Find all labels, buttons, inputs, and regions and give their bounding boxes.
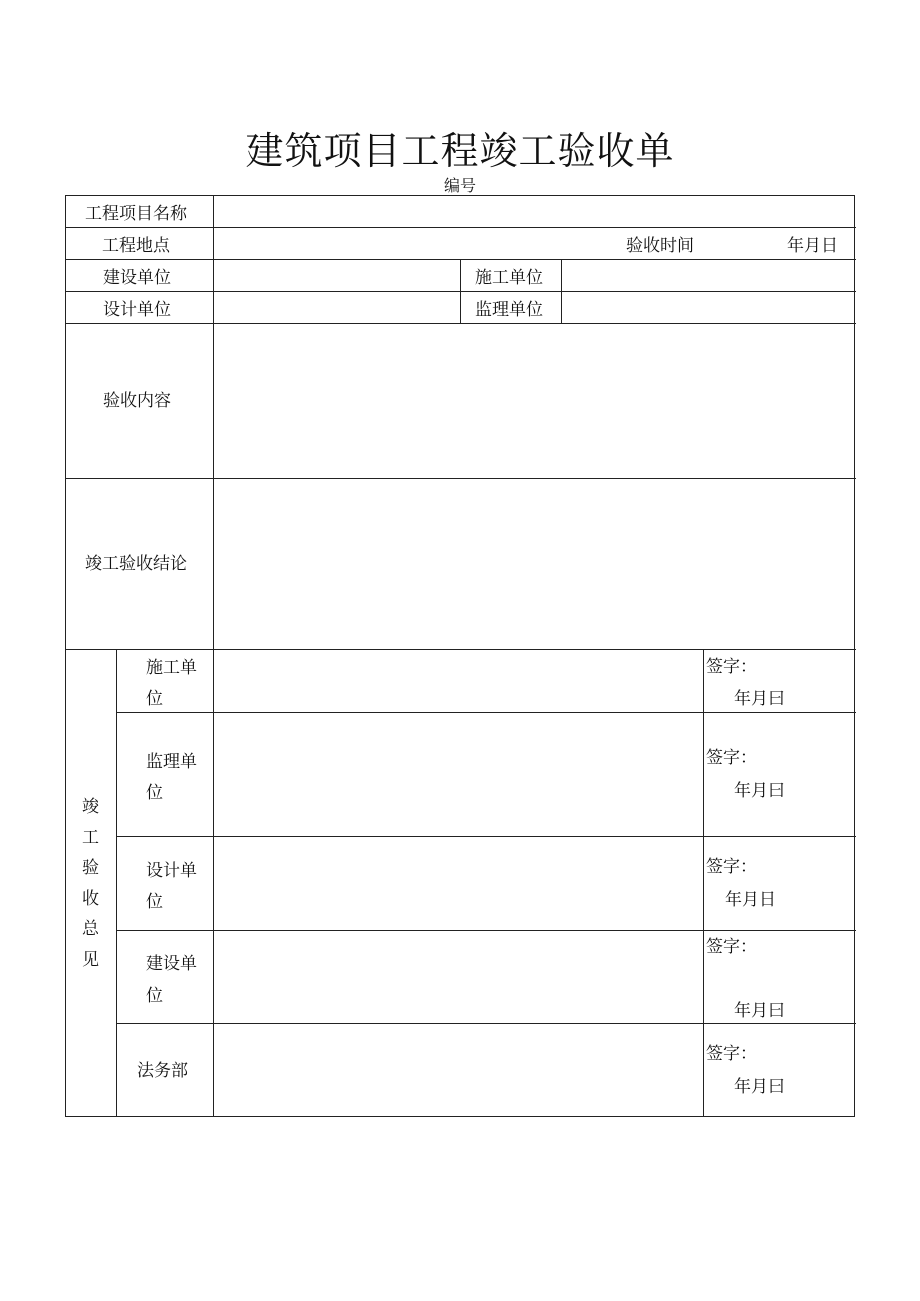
opinion-unit-label: 位 bbox=[146, 689, 163, 709]
acceptance-content-label: 验收内容 bbox=[103, 391, 171, 411]
signature-label: 签字： bbox=[706, 657, 757, 677]
designer-field[interactable] bbox=[214, 292, 460, 323]
location-label: 工程地点 bbox=[102, 236, 170, 256]
acceptance-opinions-label: 竣 工 验 收 总 见 bbox=[82, 797, 99, 970]
signature-label: 签字： bbox=[706, 937, 757, 957]
opinion-field[interactable] bbox=[214, 1024, 703, 1117]
opinion-field[interactable] bbox=[214, 713, 703, 836]
signature-label: 签字： bbox=[706, 748, 757, 768]
opinion-field[interactable] bbox=[214, 650, 703, 712]
signature-date: 年月曰 bbox=[734, 689, 785, 709]
opinion-field[interactable] bbox=[214, 837, 703, 930]
contractor-field[interactable] bbox=[562, 260, 855, 291]
acceptance-conclusion-field[interactable] bbox=[214, 479, 855, 649]
acceptance-content-field[interactable] bbox=[214, 324, 855, 478]
column-divider bbox=[460, 259, 461, 323]
acceptance-conclusion-label: 竣工验收结论 bbox=[85, 554, 187, 574]
project-name-field[interactable] bbox=[214, 197, 855, 227]
acceptance-time-label: 验收时间 bbox=[626, 236, 694, 256]
opinion-unit-label: 位 bbox=[146, 892, 163, 912]
acceptance-date-field[interactable]: 年月日 bbox=[787, 236, 838, 256]
supervisor-field[interactable] bbox=[562, 292, 855, 323]
opinion-unit-label: 位 bbox=[146, 986, 163, 1006]
opinion-unit-label: 位 bbox=[146, 783, 163, 803]
opinion-field[interactable] bbox=[214, 931, 703, 1023]
signature-date: 年月日 bbox=[725, 890, 776, 910]
column-divider bbox=[116, 649, 117, 1117]
signature-date: 年月曰 bbox=[734, 1077, 785, 1097]
builder-field[interactable] bbox=[214, 260, 460, 291]
acceptance-form bbox=[65, 195, 855, 1117]
supervisor-label: 监理单位 bbox=[475, 300, 543, 320]
signature-label: 签字： bbox=[706, 857, 757, 877]
signature-label: 签字： bbox=[706, 1044, 757, 1064]
column-divider bbox=[703, 649, 704, 1117]
project-name-label: 工程项目名称 bbox=[85, 204, 187, 224]
signature-date: 年月曰 bbox=[734, 781, 785, 801]
location-field[interactable] bbox=[214, 228, 614, 259]
builder-label: 建设单位 bbox=[103, 268, 171, 288]
document-title: 建筑项目工程竣工验收单 bbox=[245, 129, 675, 173]
contractor-label: 施工单位 bbox=[475, 268, 543, 288]
signature-date: 年月曰 bbox=[734, 1001, 785, 1021]
opinion-unit-label: 施工单 bbox=[146, 658, 197, 678]
designer-label: 设计单位 bbox=[103, 300, 171, 320]
opinion-unit-label: 建设单 bbox=[146, 954, 197, 974]
opinion-unit-label: 监理单 bbox=[146, 752, 197, 772]
opinion-unit-label: 法务部 bbox=[137, 1061, 188, 1081]
opinion-unit-label: 设计单 bbox=[146, 861, 197, 881]
serial-number-label: 编号 bbox=[443, 176, 476, 195]
